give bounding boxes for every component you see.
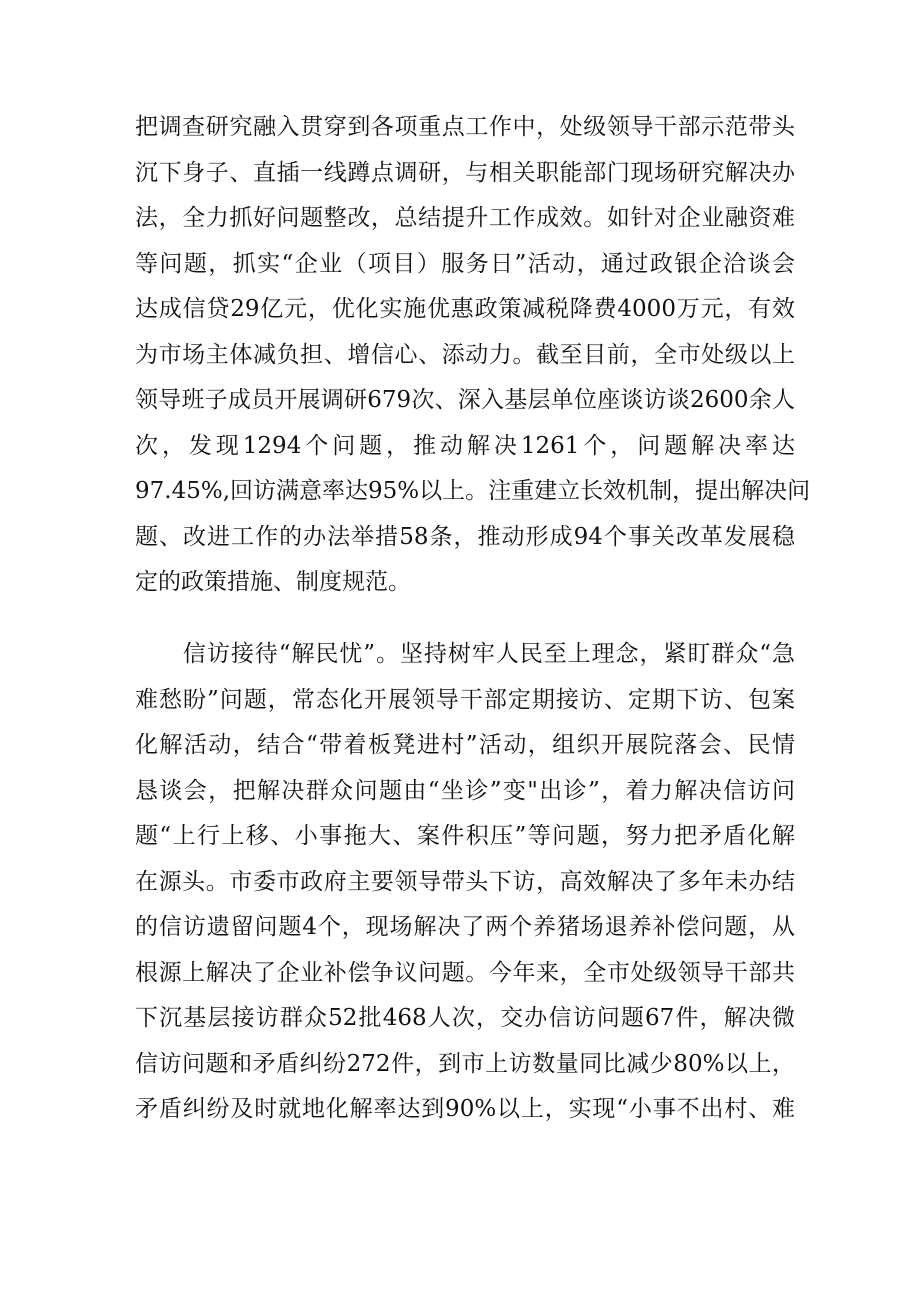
text-line: 恳谈会，把解决群众问题由“坐诊”变"出诊”，着力解决信访问 <box>135 777 795 804</box>
text-line: 难愁盼”问题，常态化开展领导干部定期接访、定期下访、包案 <box>135 686 795 713</box>
text-line: 根源上解决了企业补偿争议问题。今年来，全市处级领导干部共 <box>135 959 795 986</box>
text-line: 达成信贷29亿元，优化实施优惠政策减税降费4000万元，有效 <box>135 296 795 322</box>
text-line: 97.45%,回访满意率达95%以上。注重建立长效机制，提出解决问 <box>135 478 811 504</box>
text-line: 题、改进工作的办法举措58条，推动形成94个事关改革发展稳 <box>135 523 795 550</box>
paragraph-research <box>135 105 811 606</box>
paragraph-petition <box>135 632 795 1133</box>
text-line: 在源头。市委市政府主要领导带头下访，高效解决了多年未办结 <box>135 868 795 895</box>
text-line: 定的政策措施、制度规范。 <box>135 569 411 595</box>
text-line: 沉下身子、直插一线蹲点调研，与相关职能部门现场研究解决办 <box>135 159 795 186</box>
text-line: 把调查研究融入贯穿到各项重点工作中，处级领导干部示范带头 <box>135 114 795 140</box>
text-line: 领导班子成员开展调研679次、深入基层单位座谈访谈2600余人 <box>135 387 795 413</box>
text-line: 下沉基层接访群众52批468人次，交办信访问题67件，解决微 <box>135 1005 795 1031</box>
text-line: 为市场主体减负担、增信心、添动力。截至目前，全市处级以上 <box>135 341 795 368</box>
text-line: 矛盾纠纷及时就地化解率达到90%以上，实现“小事不出村、难 <box>135 1096 795 1122</box>
text-line: 题“上行上移、小事拖大、案件积压”等问题，努力把矛盾化解 <box>135 823 795 849</box>
text-line: 信访问题和矛盾纠纷272件，到市上访数量同比减少80%以上， <box>135 1050 795 1077</box>
text-line: 次，发现1294个问题，推动解决1261个，问题解决率达 <box>135 432 795 459</box>
text-line: 等问题，抓实“企业（项目）服务日”活动，通过政银企洽谈会 <box>135 250 795 277</box>
text-line: 法，全力抓好问题整改，总结提升工作成效。如针对企业融资难 <box>135 205 795 231</box>
text-line: 信访接待“解民忧”。坚持树牢人民至上理念，紧盯群众“急 <box>135 641 795 667</box>
text-line: 化解活动，结合“带着板凳进村”活动，组织开展院落会、民情 <box>135 732 795 758</box>
text-line: 的信访遗留问题4个，现场解决了两个养猪场退养补偿问题，从 <box>135 914 795 940</box>
